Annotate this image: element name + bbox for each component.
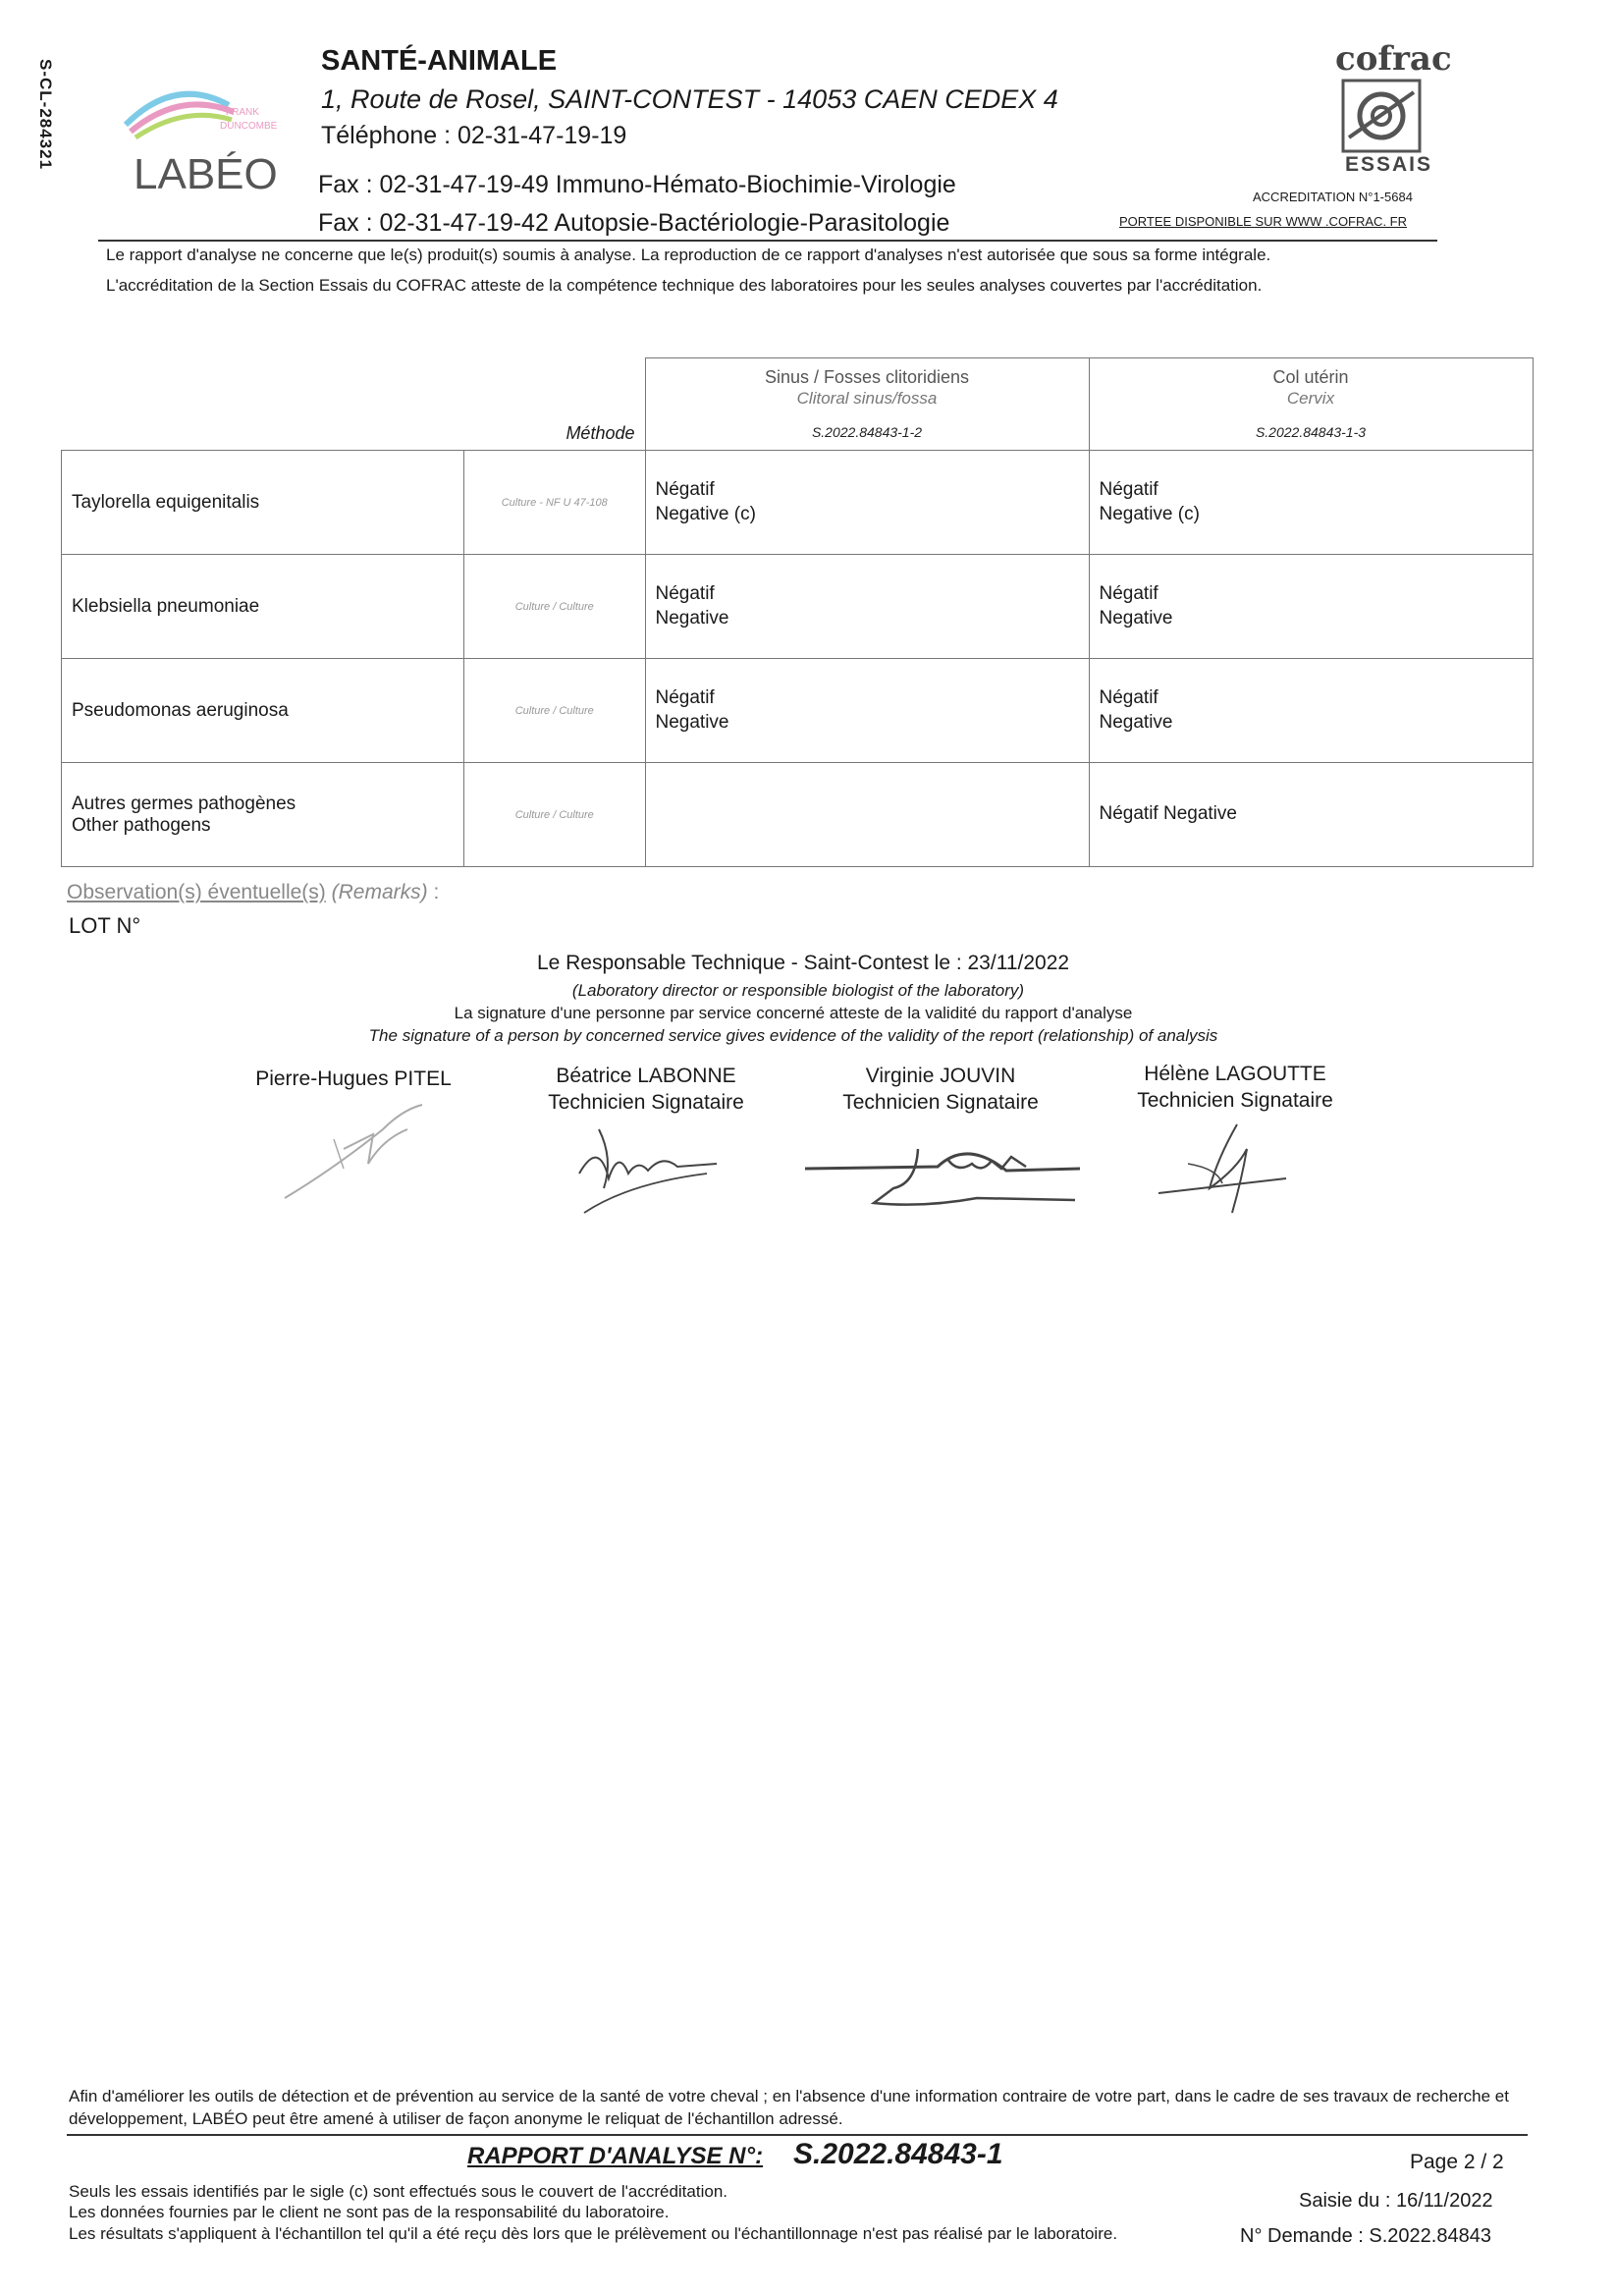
- fine-print-1: Seuls les essais identifiés par le sigle (c) sont effectués sous le couvert de l'accréditation.: [69, 2182, 727, 2201]
- footer-divider: [67, 2134, 1528, 2136]
- column-col-label-fr: Col utérin: [1272, 367, 1349, 388]
- signature-labonne: [569, 1120, 727, 1218]
- table-row: [62, 451, 1534, 555]
- signer-jouvin: Virginie JOUVIN Technicien Signataire: [842, 1065, 1039, 1115]
- result-col: Négatif Negative: [1089, 659, 1533, 763]
- column-sinus-sample-id: S.2022.84843-1-2: [811, 424, 923, 441]
- fine-print-2: Les données fournies par le client ne sont pas de la responsabilité du laboratoire.: [69, 2203, 670, 2221]
- cofrac-portee: PORTEE DISPONIBLE SUR WWW .COFRAC. FR: [1119, 214, 1408, 229]
- lab-name: SANTÉ-ANIMALE: [321, 45, 558, 77]
- result-sinus: Négatif Negative: [645, 555, 1089, 659]
- result-sinus: [645, 763, 1089, 867]
- demande-number: N° Demande : S.2022.84843: [1240, 2225, 1491, 2247]
- result-col: Négatif Negative (c): [1089, 451, 1533, 555]
- header-divider: [98, 240, 1437, 242]
- method-cell: Culture / Culture: [464, 555, 646, 659]
- rapport-label: RAPPORT D'ANALYSE N°:: [467, 2143, 764, 2169]
- table-row: [62, 763, 1534, 867]
- lab-address: 1, Route de Rosel, SAINT-CONTEST - 14053 CAEN CEDEX 4: [321, 84, 1058, 114]
- method-cell: Culture / Culture: [464, 659, 646, 763]
- signer-pitel: Pierre-Hugues PITEL: [255, 1067, 452, 1090]
- cofrac-logo-text: cofrac: [1335, 39, 1452, 79]
- fine-print-3: Les résultats s'appliquent à l'échantillon tel qu'il a été reçu dès lors que le prélèvement ou l'échantillonnage n'est pas réalisé par le laboratoire.: [69, 2224, 1118, 2243]
- signature-lagoutte: [1149, 1120, 1296, 1218]
- signer-labonne: Béatrice LABONNE Technicien Signataire: [548, 1065, 744, 1115]
- footer-note: Afin d'améliorer les outils de détection et de prévention au service de la santé de votre cheval ; en l'absence d'une information contraire de votre part, dans le cadre de ses travaux de recherche et développement, LABÉO peut être amené à utiliser de façon anonyme le reliquat de l'échantillon adressé.: [69, 2087, 1509, 2128]
- column-sinus-label-fr: Sinus / Fosses clitoridiens: [764, 367, 970, 388]
- cofrac-essais: ESSAIS: [1345, 153, 1433, 176]
- result-sinus: Négatif Negative: [645, 659, 1089, 763]
- signature-notice-fr: La signature d'une personne par service concerné atteste de la validité du rapport d'analyse: [454, 1004, 1133, 1022]
- labeo-logo: [116, 81, 312, 198]
- logo-name: LABÉO: [134, 150, 278, 198]
- table-row: [62, 659, 1534, 763]
- lab-fax-2: Fax : 02-31-47-19-42 Autopsie-Bactériologie-Parasitologie: [318, 209, 950, 237]
- result-col: Négatif Negative: [1089, 555, 1533, 659]
- signature-pitel: [275, 1090, 442, 1208]
- logo-brand-line2: DUNCOMBE: [220, 121, 278, 132]
- result-col: Négatif Negative: [1089, 763, 1533, 867]
- cofrac-emblem-icon: [1341, 79, 1422, 153]
- analyte-cell: Autres germes pathogènes Other pathogens: [62, 763, 464, 867]
- column-col-label-en: Cervix: [1286, 388, 1335, 408]
- column-col-sample-id: S.2022.84843-1-3: [1255, 424, 1367, 441]
- logo-brand-line1: FRANK: [226, 107, 259, 118]
- table-row: [62, 555, 1534, 659]
- result-sinus: Négatif Negative (c): [645, 451, 1089, 555]
- table-header-row: [62, 358, 1534, 451]
- notice-accreditation: L'accréditation de la Section Essais du COFRAC atteste de la compétence technique des laboratoires pour les seules analyses couvertes par l'accréditation.: [106, 276, 1263, 295]
- results-table: [61, 357, 1534, 867]
- observations-label: Observation(s) éventuelle(s) (Remarks) :: [67, 881, 440, 903]
- analyte-cell: Klebsiella pneumoniae: [62, 555, 464, 659]
- signature-notice-en: The signature of a person by concerned service gives evidence of the validity of the report (relationship) of analysis: [368, 1026, 1218, 1045]
- method-cell: Culture / Culture: [464, 763, 646, 867]
- column-sinus-label-en: Clitoral sinus/fossa: [796, 388, 938, 408]
- rapport-number: S.2022.84843-1: [793, 2138, 1003, 2170]
- column-header-sinus: [645, 358, 1089, 451]
- signer-lagoutte: Hélène LAGOUTTE Technicien Signataire: [1137, 1063, 1333, 1113]
- signature-jouvin: [800, 1129, 1085, 1213]
- saisie-date: Saisie du : 16/11/2022: [1299, 2190, 1493, 2212]
- responsible-line: Le Responsable Technique - Saint-Contest le : 23/11/2022: [536, 952, 1070, 974]
- lab-fax-1: Fax : 02-31-47-19-49 Immuno-Hémato-Biochimie-Virologie: [318, 171, 956, 198]
- document-code: S-CL-284321: [36, 59, 55, 171]
- analyte-cell: Taylorella equigenitalis: [62, 451, 464, 555]
- accreditation-number: ACCREDITATION N°1-5684: [1253, 190, 1413, 204]
- page-number: Page 2 / 2: [1410, 2151, 1504, 2173]
- lab-phone: Téléphone : 02-31-47-19-19: [321, 122, 627, 149]
- notice-reproduction: Le rapport d'analyse ne concerne que le(s) produit(s) soumis à analyse. La reproduction de ce rapport d'analyses n'est autorisée que sous sa forme intégrale.: [106, 246, 1271, 264]
- analyte-cell: Pseudomonas aeruginosa: [62, 659, 464, 763]
- lot-number: LOT N°: [69, 913, 141, 938]
- column-header-col: [1089, 358, 1533, 451]
- method-cell: Culture - NF U 47-108: [464, 451, 646, 555]
- methode-header: Méthode: [566, 423, 635, 443]
- responsible-line-en: (Laboratory director or responsible biologist of the laboratory): [571, 981, 1025, 1000]
